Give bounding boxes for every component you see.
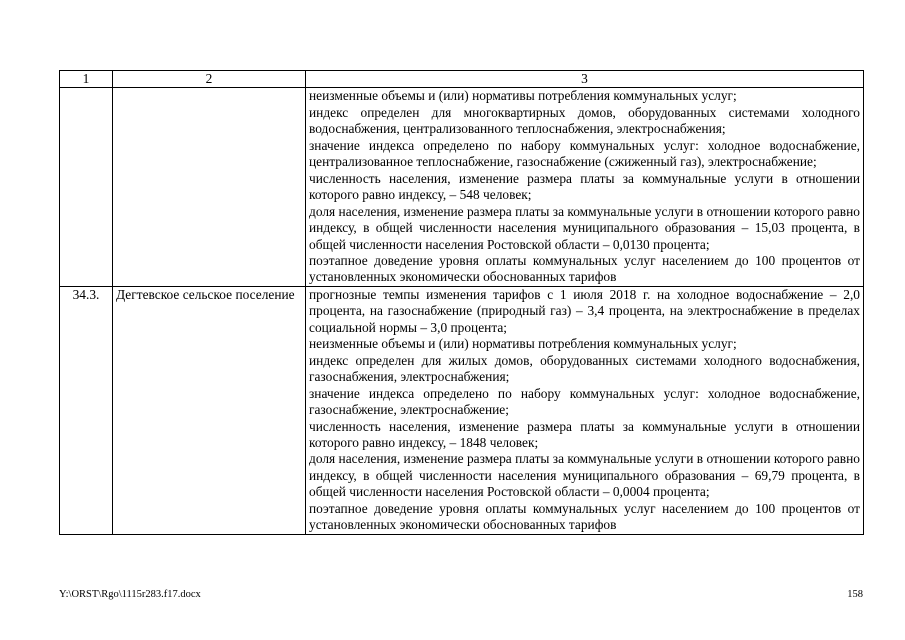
paragraph: прогнозные темпы изменения тарифов с 1 июля 2018 г. на холодное водоснабжение – 2,0 процента, на газоснабжение (природный газ) – 3,4 процента, на электроснабжение в пределах социальной нормы – 3,0 процента;	[309, 286, 860, 335]
row-number: 34.3.	[60, 286, 113, 534]
paragraph: неизменные объемы и (или) нормативы потребления коммунальных услуг;	[309, 336, 737, 352]
paragraph: значение индекса определено по набору коммунальных услуг: холодное водоснабжение, централизованное теплоснабжение, газоснабжение (сжиженный газ), электроснабжение;	[309, 137, 860, 170]
paragraph: индекс определен для многоквартирных домов, оборудованных системами холодного водоснабжения, централизованного теплоснабжения, электроснабжения;	[309, 104, 860, 137]
row-number	[60, 88, 113, 286]
paragraph: индекс определен для жилых домов, оборудованных системами холодного водоснабжения, газоснабжения, электроснабжения;	[309, 352, 860, 385]
paragraph: поэтапное доведение уровня оплаты коммунальных услуг населением до 100 процентов от установленных экономически обоснованных тарифов	[309, 252, 860, 285]
row-name	[113, 88, 306, 286]
paragraph: поэтапное доведение уровня оплаты коммунальных услуг населением до 100 процентов от установленных экономически обоснованных тарифов	[309, 500, 860, 533]
paragraph: доля населения, изменение размера платы за коммунальные услуги в отношении которого равно индексу, в общей численности населения муниципального образования – 69,79 процента, в общей численности населения Ростовской области – 0,0004 процента;	[309, 451, 860, 500]
header-col-1: 1	[60, 71, 113, 88]
table-row	[60, 88, 864, 286]
page-number: 158	[847, 589, 863, 600]
paragraph: значение индекса определено по набору коммунальных услуг: холодное водоснабжение, газоснабжение, электроснабжение;	[309, 385, 860, 418]
paragraph: численность населения, изменение размера платы за коммунальные услуги в отношении которого равно индексу, – 1848 человек;	[309, 418, 860, 450]
file-path: Y:\ORST\Rgo\1115r283.f17.docx	[59, 589, 201, 600]
header-col-2: 2	[113, 71, 306, 88]
header-row	[60, 71, 864, 88]
paragraph: неизменные объемы и (или) нормативы потребления коммунальных услуг;	[309, 88, 737, 104]
paragraph: доля населения, изменение размера платы за коммунальные услуги в отношении которого равно индексу, в общей численности населения муниципального образования – 15,03 процента, в общей численности населения Ростовской области – 0,0130 процента;	[309, 203, 860, 252]
header-col-3: 3	[306, 71, 864, 88]
paragraph: численность населения, изменение размера платы за коммунальные услуги в отношении которого равно индексу, – 548 человек;	[309, 170, 860, 203]
table-row	[60, 286, 864, 534]
row-description	[306, 286, 864, 534]
document-table	[59, 70, 864, 535]
row-name: Дегтевское сельское поселение	[113, 286, 306, 534]
row-description	[306, 88, 864, 286]
